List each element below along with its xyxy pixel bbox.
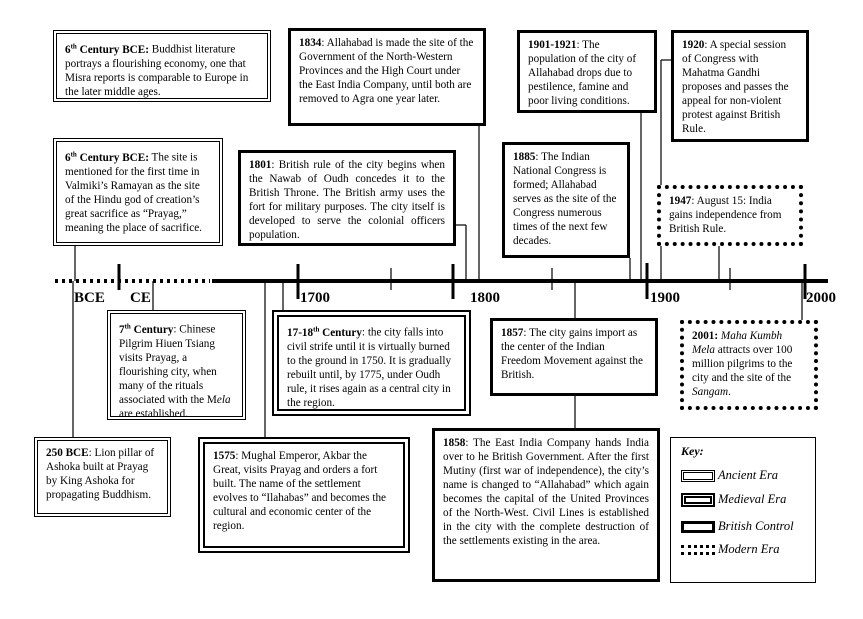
- label-1700: 1700: [300, 290, 330, 306]
- event-17-18th-century: [272, 310, 471, 416]
- event-date: 6: [65, 43, 71, 56]
- event-date: 17-18: [287, 326, 314, 339]
- event-date: 1901-1921: [528, 39, 577, 51]
- event-date-sup: th: [70, 150, 77, 158]
- event-text: attracts over 100 million pilgrims to the city and the site of the: [692, 344, 793, 384]
- event-1947: [657, 185, 803, 246]
- legend-item-modern: [681, 542, 779, 557]
- legend-item-medieval: [681, 492, 786, 507]
- event-text: : Chinese Pilgrim Hiuen Tsiang visits Prayag, a flourishing city, when many of the rituals associated with the M: [119, 323, 217, 406]
- event-7th-century: [107, 310, 246, 420]
- event-date-rest: Century: [130, 323, 174, 336]
- label-ce: CE: [130, 290, 151, 306]
- event-date: 1947: [669, 195, 692, 207]
- event-date-rest: Century BCE:: [76, 151, 149, 164]
- legend-label-medieval: Medieval Era: [718, 492, 787, 506]
- legend-item-ancient: [681, 468, 778, 483]
- event-text: : Allahabad is made the site of the Government of the North-Western Provinces and the High Court under the East India Company, until both are removed to Agra one year later.: [299, 37, 474, 105]
- event-1857: [490, 318, 658, 396]
- event-date: 1885: [513, 151, 536, 163]
- label-2000: 2000: [806, 290, 836, 306]
- legend-swatch-ancient: [681, 470, 715, 482]
- event-text-end: .: [728, 386, 731, 398]
- event-1801: [238, 150, 456, 246]
- event-date-sup: th: [124, 322, 131, 330]
- event-1920: [671, 30, 809, 142]
- event-1834: [288, 28, 486, 126]
- legend-label-modern: Modern Era: [718, 542, 780, 556]
- legend-title: Key:: [681, 444, 704, 458]
- event-6th-century-bce-ramayan: [53, 138, 223, 246]
- event-date: 1834: [299, 37, 322, 49]
- legend-item-british: [681, 519, 794, 534]
- event-date: 7: [119, 323, 125, 336]
- event-text-end: are established.: [119, 407, 188, 420]
- legend-swatch-british: [681, 521, 715, 533]
- event-date: 250 BCE: [46, 447, 89, 459]
- event-1575: [198, 437, 410, 553]
- event-date: 1801: [249, 159, 272, 171]
- event-text: : Mughal Emperor, Akbar the Great, visits Prayag and orders a fort built. The name of the settlement evolves to “Ilahabas” and becomes the cultural and economic center of the region.: [213, 450, 387, 532]
- event-text: : A special session of Congress with Mahatma Gandhi proposes and passes the appeal for non-violent protest against British Rule.: [682, 39, 789, 135]
- event-date: 2001:: [692, 330, 719, 342]
- event-2001: [680, 320, 818, 410]
- event-1901-1921: [517, 30, 657, 113]
- event-text: : British rule of the city begins when the Nawab of Oudh concedes it to the British Throne. The British army uses the fort for military purposes. The city itself is developed to serve the colonial officers population.: [249, 159, 445, 241]
- event-date: 1920: [682, 39, 705, 51]
- event-date-sup: th: [313, 325, 320, 333]
- label-1900: 1900: [650, 290, 680, 306]
- event-date-rest: Century BCE:: [76, 43, 149, 56]
- legend-swatch-modern: [681, 545, 715, 555]
- event-date: 6: [65, 151, 71, 164]
- legend-label-british: British Control: [718, 519, 794, 533]
- event-date: 1858: [443, 437, 466, 449]
- event-date-rest: Century: [319, 326, 362, 339]
- event-text: : The East India Company hands India over to he British Government. After the first Mutiny (first war of independence), the city’s name is changed to “Allahabad” which again becomes the capital of the United Provinces of the North-West. Civil Lines is established in the city with the complete destruction of the settlements existing in the area.: [443, 437, 649, 547]
- event-text: : August 15: India gains independence from British Rule.: [669, 195, 782, 235]
- legend: [670, 437, 816, 583]
- event-text-italic: Maha Kumbh Mela: [692, 330, 783, 356]
- event-text-italic: ela: [216, 393, 231, 406]
- event-date-sup: th: [70, 42, 77, 50]
- legend-swatch-medieval: [681, 493, 715, 507]
- event-1858: [432, 428, 660, 582]
- event-text: The site is mentioned for the first time in Valmiki’s Ramayan as the site of the Hindu god of creation’s great sacrifice as “Prayag,” meaning the place of sacrifice.: [65, 151, 202, 234]
- event-date: 1575: [213, 450, 236, 462]
- event-text: : Lion pillar of Ashoka built at Prayag by King Ashoka for propagating Buddhism.: [46, 447, 155, 501]
- event-text: : The population of the city of Allahabad drops due to pestilence, famine and poor living conditions.: [528, 39, 637, 107]
- legend-label-ancient: Ancient Era: [718, 468, 779, 482]
- event-text: : the city falls into civil strife until it is virtually burned to the ground in 1750. It is gradually rebuilt until, by 1775, under Oudh rule, it rises again as a central city in the region.: [287, 326, 452, 409]
- event-6th-century-bce-economy: [53, 30, 271, 102]
- event-1885: [502, 142, 630, 258]
- label-1800: 1800: [470, 290, 500, 306]
- event-250-bce: [34, 437, 171, 517]
- event-text: : The Indian National Congress is formed; Allahabad serves as the site of the Congress numerous times of the next few decades.: [513, 151, 617, 247]
- event-text-italic-2: Sangam: [692, 386, 729, 398]
- event-text: : The city gains import as the center of the Indian Freedom Movement against the British.: [501, 327, 643, 381]
- event-text: Buddhist literature portrays a flourishing economy, one that Misra reports is comparable to Europe in the later middle ages.: [65, 43, 249, 98]
- label-bce: BCE: [74, 290, 105, 306]
- event-date: 1857: [501, 327, 524, 339]
